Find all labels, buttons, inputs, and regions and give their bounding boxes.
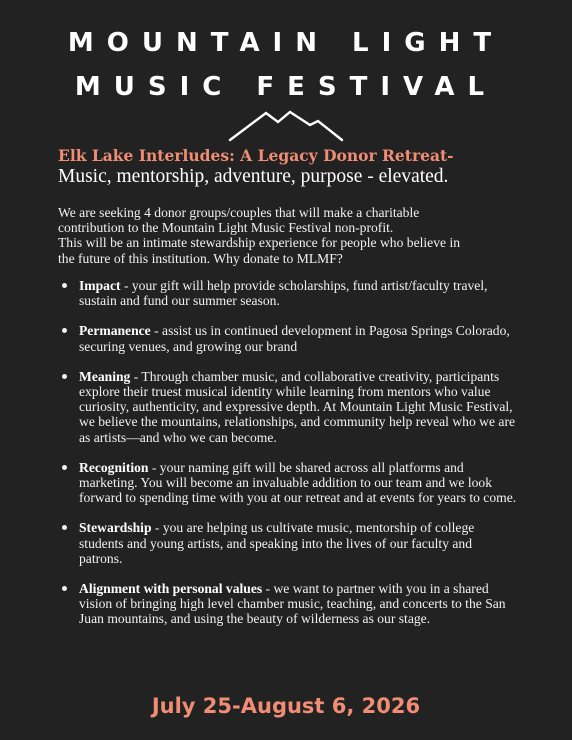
list-item-term: Impact [79, 278, 121, 293]
mountain-peaks-icon [226, 107, 346, 143]
bullet-icon [62, 465, 67, 470]
list-item-stewardship [58, 520, 518, 566]
list-item-meaning [58, 369, 518, 445]
list-item-term: Meaning [79, 368, 131, 384]
intro-line: the future of this institution. Why donate to MLMF? [58, 250, 343, 266]
list-item-term: Permanence [79, 323, 151, 339]
festival-title-line1: MOUNTAIN LIGHT [67, 28, 505, 58]
intro-paragraph [58, 205, 558, 266]
list-item-text: - assist us in continued development in Pagosa Springs Colorado, securing venues, and growing our brand [79, 323, 510, 354]
bullet-icon [62, 328, 67, 333]
festival-title-line2: MUSIC FESTIVAL [74, 72, 498, 102]
list-item-term: Recognition [79, 459, 149, 475]
list-item-recognition [58, 460, 518, 506]
bullet-icon [62, 283, 67, 288]
list-item-text: - your gift will help provide scholarships, fund artist/faculty travel, sustain and fund our summer season. [79, 278, 488, 309]
list-item-term: Alignment with personal values [79, 581, 263, 597]
list-item-permanence [58, 323, 518, 353]
event-tagline: Music, mentorship, adventure, purpose - elevated. [58, 166, 449, 187]
bullet-icon [62, 586, 67, 591]
intro-line: We are seeking 4 donor groups/couples that will make a charitable [58, 205, 420, 220]
reasons-list [58, 278, 518, 642]
list-item-alignment [58, 581, 518, 627]
intro-line: contribution to the Mountain Light Music Festival non-profit. [58, 220, 394, 236]
intro-line: This will be an intimate stewardship experience for people who believe in [58, 235, 461, 251]
event-dates: July 25-August 6, 2026 [151, 694, 421, 718]
event-subtitle: Elk Lake Interludes: A Legacy Donor Retreat- [58, 146, 454, 165]
list-item-text: - Through chamber music, and collaborative creativity, participants explore their truest musical identity while learning from mentors who value curiosity, authenticity, and expressive depth. At Mountain Light Music Festival, we believe the mountains, relationships, and community help reveal who we are as artists—and who we can become. [79, 368, 516, 445]
bullet-icon [62, 525, 67, 530]
list-item-term: Stewardship [79, 520, 152, 536]
list-item-text: - you are helping us cultivate music, mentorship of college students and young artists, and speaking into the lives of our faculty and patrons. [79, 520, 475, 566]
list-item-impact [58, 278, 518, 308]
bullet-icon [62, 374, 67, 379]
list-item-text: - we want to partner with you in a shared vision of bringing high level chamber music, teaching, and concerts to the San Juan mountains, and using the beauty of wilderness as our stage. [79, 581, 506, 627]
list-item-text: - your naming gift will be shared across all platforms and marketing. You will become an invaluable addition to our team and we look forward to spending time with you at our retreat and at events for years to come. [79, 459, 517, 506]
